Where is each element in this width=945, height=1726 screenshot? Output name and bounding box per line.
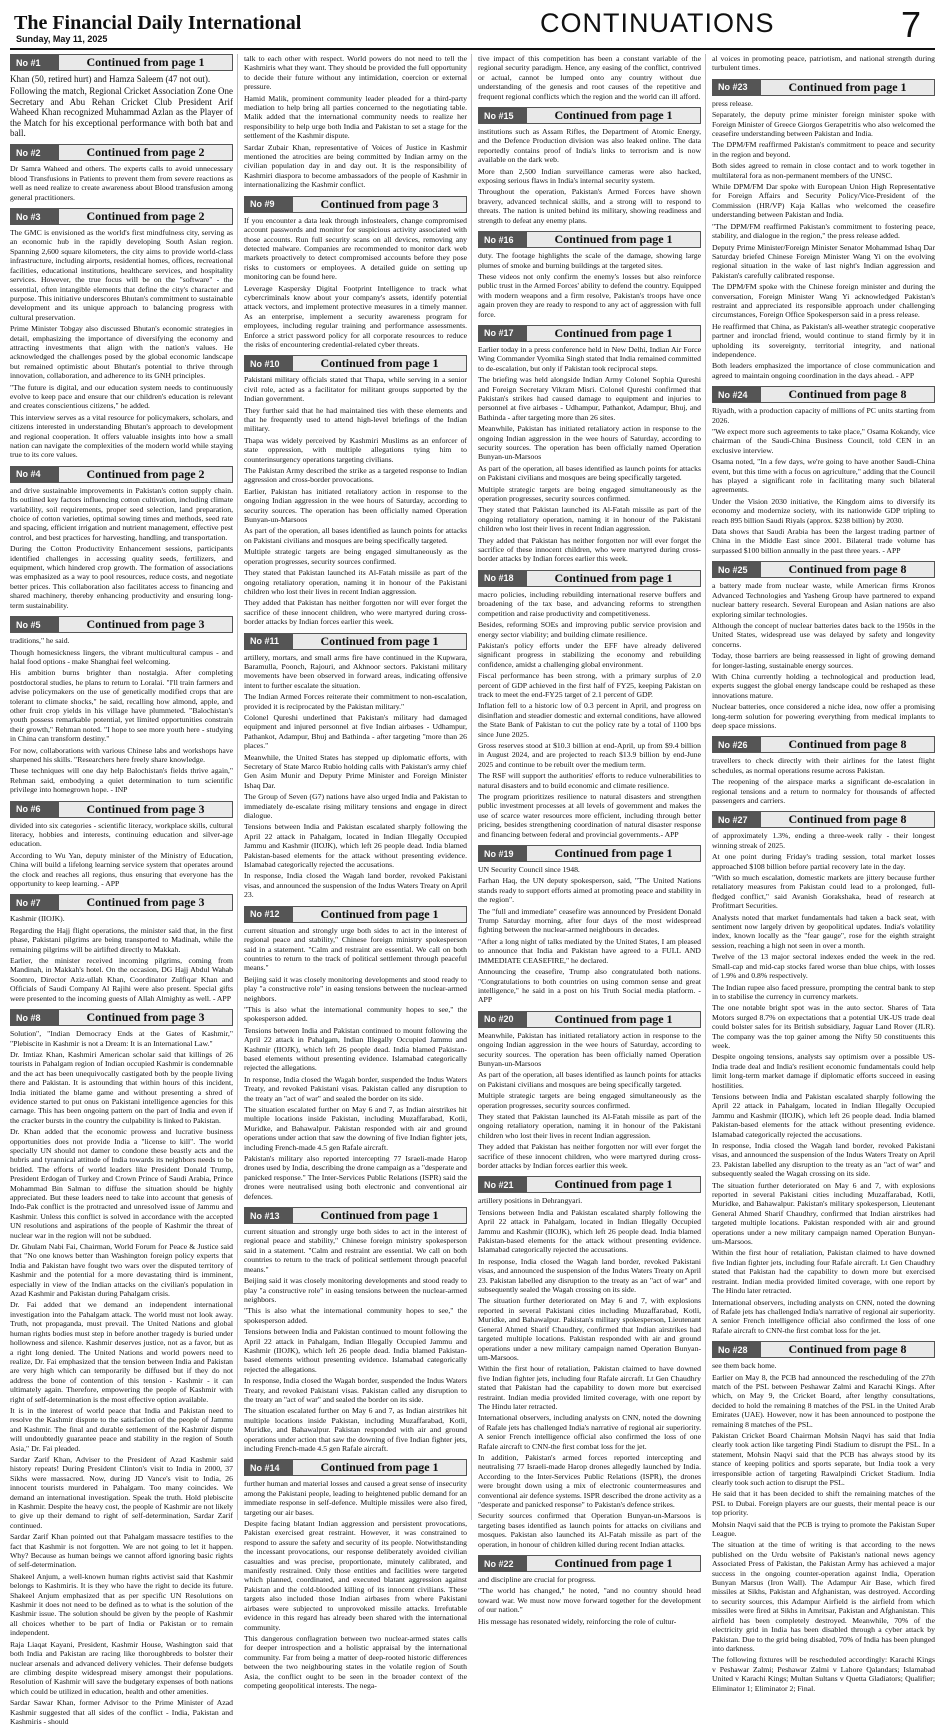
continuation-article [10,144,233,202]
continuation-article [244,633,467,900]
article-paragraph: Within the first hour of retaliation, Pakistan claimed to have downed five Indian fighter jets, including four Rafale aircraft. Lt Gen Chaudhry stated that Pakistan had the capability to down more but exercised restraint. Indian media provided limited coverage, with one report by The Hindu later retracted. [712,1248,935,1296]
article-paragraph: The situation at the time of writing is that according to the news published on the Urdu website of Pakistan's national news agency Associated Press of Pakistan, the Pakistan Army has achieved a major success in the ongoing counter-operation against India, Operation Bunyan Marsus (Iron Wall). The Adampur Air Base, which fired missiles at Sikhs, Pakistan and Afghanistan, was destroyed. According to security sources, this Adampur Airfield is the airfield from which missiles were fired at Sikhs in Amritsar, Pakistan and Afghanistan. This airfield has been completely destroyed. Meanwhile, 70% of the electricity grid in India has been disabled through a cyber attack by Pakistan. Due to the grid being disabled, 70% of India has been plunged into darkness. [712,1540,935,1653]
continuation-number: No #3 [11,209,59,224]
article-paragraph: current situation and strongly urge both sides to act in the interest of regional peace and stability," Chinese foreign ministry spokesperson said in a statement. "Calm and restraint are essential. We call on both countries to return to the track of political settlement through peaceful means." [244,1227,467,1274]
article-paragraph: a battery made from nuclear waste, while American firms Kronos Advanced Technologies and Yasheng Group have partnered to expand nuclear battery research. Several European and Asian nations are also exploring similar technologies. [712,581,935,619]
article-paragraph: Though homesickness lingers, the vibrant multicultural campus - and halal food options - make Shanghai feel welcoming. [10,647,233,666]
article-paragraph: Following the match, Regional Cricket Association Zone One Secretary and Abu Rehan Cricket Club President Arif Waheed Khan recognized Muhammad Azlan as the Player of the Match for his exceptional performance with both bat and ball. [10,86,233,139]
article-paragraph: "We expect more such agreements to take place," Osama Kokandy, vice chairman of the Saudi-China Business Council, told CEN in an exclusive interview. [712,427,935,455]
continuation-source: Continued from page 3 [320,196,439,211]
article-paragraph: Meanwhile, Pakistan has initiated retaliatory action in response to the ongoing Indian aggression in the wee hours of Saturday, according to security sources. The operation has been officially named Operation Bunyan-un-Marsoos [478,424,701,462]
article-paragraph: Dr. Ghulam Nabi Fai, Chairman, World Forum for Peace & Justice said that "No one knows better than Washington foreign policy experts that India and Pakistan have fought two wars over the disputed territory of Kashmir and the potential for a more devastating third is imminent, especially in view of the Indian attacks on the civilian's population in Azad Kashmir and Pakistan during Pahalgam crisis. [10,1242,233,1299]
continuation-header [244,1207,467,1224]
article-paragraph: More than 2,500 Indian surveillance cameras were also hacked, exposing serious flaws in India's internal security system. [478,166,701,186]
article-paragraph: Earlier today in a press conference held in New Delhi, Indian Air Force Wing Commander Vyomika Singh stated that India remained committed to de-escalation, but only if Pakistan took reciprocal steps. [478,344,701,373]
article-paragraph: Shakeel Anjum, a well-known human rights activist said that Kashmir belongs to Kashmiris. It is they who have the right to decide its future. Shakeel Anjum emphasized that as per specific UN Resolutions on Kashmir it does not need to be defined as to what is the solution of the Kashmir issue. The solution should be given by the people of Kashmir all choices whether to be part of India or Pakistan or to remain independent. [10,1571,233,1638]
column-3 [478,54,706,1626]
continuation-header [10,208,233,225]
continuation-article [10,616,233,795]
continuation-source: Continued from page 1 [554,108,673,123]
continuation-header [10,894,233,911]
continuation-header [478,325,701,342]
article-paragraph: As part of the operation, all bases identified as launch points for attacks on Pakistani civilians and mosques are being specifically targeted. [244,526,467,545]
article-paragraph: In response, India closed the Wagah land border, revoked Pakistani visas, and announced the suspension of the Indus Waters Treaty on April 23. Pakistan labelled any disruption to the treaty as an "act of war" and subsequently sealed the Wagah crossing on its side. [478,1256,701,1295]
article-paragraph: International observers, including analysts on CNN, noted the downing of Rafale jets has challenged India's narrative of regional air superiority. A senior French intelligence official also confirmed the loss of one Rafale aircraft to CNN-the first combat loss for the jet. [478,1413,701,1451]
article-paragraph: macro policies, including rebuilding international reserve buffers and broadening of the tax base, and advancing reforms to strengthen competition and raise productivity and competitiveness. [478,589,701,618]
continuation-number: No #26 [713,737,761,752]
continuation-article [712,736,935,805]
continuation-article [10,466,233,610]
continuation-article [478,54,701,101]
continuation-number: No #16 [479,232,527,247]
article-paragraph: and drive sustainable improvements in Pakistan's cotton supply chain. Its outlined key factors influencing cotton cultivation, including climate variability, soil requirements, proper seed selection, land preparation, choice of cotton varieties, optimal sowing times and methods, seed rate and spacing, efficient irrigation and nutrient management, effective pest control, and best practices for harvesting, handling, and transportation. [10,485,233,542]
article-paragraph: Beijing said it was closely monitoring developments and stood ready to play "a constructive role" in easing tensions between the nuclear-armed neighbors. [244,1276,467,1304]
section-title: CONTINUATIONS [540,8,775,38]
article-paragraph: and discipline are crucial for progress. [478,1575,596,1585]
continuation-article [478,107,701,225]
article-paragraph: Tensions between India and Pakistan escalated sharply following the April 22 attack in Pahalgam, located in Indian Illegally Occupied Jammu and Kashmir (IIOJK), which left 26 people dead. India blamed Pakistan-based elements for the attack without presenting evidence. Islamabad categorically rejected the accusations. [712,1091,935,1139]
article-paragraph: Both leaders emphasized the importance of close communication and agreed to maintain ongoing coordination in the days ahead. - APP [712,361,935,380]
article-paragraph: see them back home. [712,1361,777,1371]
continuation-article [244,906,467,1201]
continuation-source: Continued from page 1 [320,906,439,921]
continuation-header [10,616,233,633]
article-paragraph: International observers, including analysts on CNN, noted the downing of Rafale jets has challenged India's narrative of regional air superiority. A senior French intelligence official also confirmed the loss of one Rafale aircraft to CNN-the first combat loss for the jet. [712,1297,935,1335]
continuation-number: No #18 [479,571,527,586]
article-paragraph: "The world has changed," he noted, "and no country should head toward war. We must now move forward together for the development of our nation." [478,1586,701,1615]
continuation-header [478,570,701,587]
continuation-number: No #28 [713,1342,761,1357]
article-paragraph: The DPM/FM spoke with the Chinese foreign minister and during the conversation, Foreign Minister Wang Yi acknowledged Pakistan's restraint and appreciated its responsible approach under challenging circumstances, Foreign Office Spokesperson said in a press release. [712,282,935,320]
article-paragraph: Colonel Qureshi underlined that Pakistan's military had damaged equipment and injured personnel at five Indian airbases - Udhampur, Pathankot, Adampur, Bhuj and Bathinda - after targeting "more than 26 places." [244,712,467,751]
continuation-number: No #5 [11,617,59,632]
article-paragraph: They added that Pakistan has neither forgotten nor will ever forget the sacrifice of these innocent children, who were martyred during cross-border attacks by Indian forces earlier this week. [478,535,701,564]
column-2 [244,54,472,1690]
continuation-article [244,1207,467,1453]
continuation-header [478,845,701,862]
article-paragraph: The following fixtures will be rescheduled accordingly: Karachi Kings v Peshawar Zalmi; Peshawar Zalmi v Lahore Qalandars; Islamabad United v Karachi Kings; Multan Sultans v Quetta Gladiators; Qualifier; Eliminator 1; Eliminator 2; Final. [712,1655,935,1693]
article-paragraph: In response, India closed the Wagah border, suspended the Indus Waters Treaty, and revoked Pakistani visas. Pakistan called any disruption to the treaty an "act of war" and sealed the border on its side. [244,1376,467,1404]
continuation-header [10,144,233,161]
article-paragraph: Hamid Malik, prominent community leader pleaded for a third-party mediation to help bring all parties concerned to the negotiating table. Malik added that the international community needs to realize her responsibility to help urge both India and Pakistan to set a stage for the settlement of the Kashmir dispute. [244,93,467,141]
article-paragraph: The situation escalated further on May 6 and 7, as Indian airstrikes hit multiple locations inside Pakistan, including Muzaffarabad, Kotli, Muridke, and Bahawalpur. Pakistan responded with air and ground operations under action that saw the downing of five Indian fighter jets, including French-made 4.5 gen Rafale aircraft. [244,1105,467,1152]
continuation-header [244,633,467,650]
continuation-header [10,54,233,71]
article-paragraph: Data shows that Saudi Arabia has been the largest trading partner of China in the Middle East since 2001. Bilateral trade volume has surpassed $100 billion annually in the past three years. - APP [712,527,935,555]
article-paragraph: They stated that Pakistan launched its Al-Fatah missile as part of the ongoing retaliatory operation, naming it in honour of the Pakistani children who lost their lives in recent Indian aggression. [478,505,701,534]
continuation-source: Continued from page 1 [788,79,907,94]
continuation-header [10,801,233,818]
continuation-number: No #2 [11,145,59,160]
continuation-header [478,231,701,248]
continuation-article [712,79,935,380]
continuation-source: Continued from page 1 [554,846,673,861]
article-paragraph: duty. The footage highlights the scale of the damage, showing large plumes of smoke and burning buildings at the targeted sites. [478,251,701,270]
continuation-article [478,845,701,1005]
continuation-source: Continued from page 1 [554,570,673,585]
continuation-header [244,196,467,213]
continuation-number: No #24 [713,387,761,402]
article-paragraph: The one notable bright spot was in the auto sector. Shares of Tata Motors surged 8.7% on expectations that a potential UK-US trade deal could bolster sales for its British subsidiary, Jaguar Land Rover (JLR). The company was the top gainer among the Nifty 50 constituents this week. [712,1003,935,1050]
article-paragraph: The Pakistan Army described the strike as a targeted response to Indian aggression and cross-border provocations. [244,466,467,485]
article-paragraph: Tensions between India and Pakistan continued to mount following the April 22 attack in Pahalgam, Indian Illegally Occupied Jammu and Kashmir (IIOJK), which left 26 people dead. India blamed Pakistan-based elements without presenting evidence. Islamabad categorically rejected the allegations. [244,1025,467,1073]
article-paragraph: The situation escalated further on May 6 and 7, as Indian airstrikes hit multiple locations inside Pakistan, including Muzaffarabad, Kotli, Muridke, and Bahawalpur. Pakistan responded with air and ground operations under action that saw the downing of five Indian fighter jets, including French-made 4.5 gen Rafale aircraft. [244,1406,467,1453]
article-paragraph: Despite ongoing tensions, analysts say optimism over a possible US-India trade deal and India's resilient economic fundamentals could help limit long-term market damage if diplomatic efforts succeed in easing hostilities. [712,1052,935,1090]
continuation-number: No #17 [479,326,527,341]
article-paragraph: travellers to check directly with their airlines for the latest flight schedules, as normal operations resume across Pakistan. [712,756,935,775]
article-paragraph: The situation further deteriorated on May 6 and 7, with explosions reported in several Pakistani cities including Muzaffarabad, Kotli, Muridke, and Bahawalpur. Pakistan's military spokesperson, Lieutenant General Ahmed Sharif Chaudhry, confirmed that Indian airstrikes had targeted multiple locations. Pakistan responded with air and ground operations under a new military campaign named Operation Bunyan-um-Marsoos. [712,1180,935,1247]
article-paragraph: It is in the interest of world peace that India and Pakistan need to resolve the Kashmir dispute to the satisfaction of the people of Jammu and Kashmir. The final and durable settlement of the Kashmir dispute will undoubtedly guarantee peace and stability in the region of South Asia," Dr. Fai pleaded. [10,1405,233,1453]
article-paragraph: Riyadh, with a production capacity of millions of PC units starting from 2026. [712,406,935,425]
continuation-source: Continued from page 1 [320,633,439,648]
article-paragraph: Announcing the ceasefire, Trump also congratulated both nations. "Congratulations to both countries on using common sense and great intelligence," he said in a post on his Truth Social media platform. - APP [478,967,701,1005]
article-paragraph: Prime Minister Tobgay also discussed Bhutan's economic strategies in detail, emphasizing the importance of diversifying the economy and attracting investments that align with the nation's values. He acknowledged the challenges posed by the global economic landscape but remained optimistic about Bhutan's potential to thrive through innovation, collaboration, and adherence to its GNH principles. [10,324,233,381]
article-paragraph: As part of the operation, all bases identified as launch points for attacks on Pakistani civilians and mosques are being specifically targeted. [478,1070,701,1089]
continuation-article [244,54,467,190]
article-paragraph: Osama noted, "In a few days, we're going to have another Saudi-China event, but this time with a focus on agriculture," adding that the Council has played a significant role in facilitating many such bilateral agreements. [712,457,935,495]
article-paragraph: The DPM/FM reaffirmed Pakistan's commitment to peace and security in the region and beyond. [712,140,935,159]
continuation-header [712,1341,935,1358]
article-paragraph: They stated that Pakistan launched its Al-Fatah missile as part of the ongoing retaliatory operation, naming it in honour of the Pakistani children who lost their lives in recent Indian aggression. [244,568,467,596]
article-paragraph: Besides, reforming SOEs and improving public service provision and energy sector viability; and building climate resilience. [478,620,701,639]
article-paragraph: Gross reserves stood at $10.3 billion at end-April, up from $9.4 billion in August 2024, and are projected to reach $13.9 billion by end-June 2025 and continue to be rebuilt over the medium term. [478,740,701,769]
article-paragraph: While DPM/FM Dar spoke with European Union High Representative for Foreign Affairs and Security Policy/Vice-President of the Commission (HR/VP) Kaja Kallas who welcomed the ceasefire understanding between Pakistan and India. [712,182,935,220]
article-paragraph: Dr. Khan added that the economic prowess and lucrative business opportunities does not provide India a "license to kill". The world specially UN should not damer to condone these beastly acts and the hubris and tyrannical attitude of India towards its neighbors needs to be bridled. The efforts of world leaders like President Donald Trump, President Erdogan of Turkey and Crown Prince of Saudi Arabia, Prince Mohammad Bin Salman to diffuse the situation should be highly appreciated. But these leaders need to take into account that genesis of Indo-Pak conflict is the protracted and unresolved issue of Jammu and Kashmir. Unless this conflict is solved in accordance with the accepted UN resolutions and aspirations of the people of Kashmir the threat of nuclear war in the region will not be subdued. [10,1127,233,1240]
continuation-header [478,1011,701,1028]
continuation-source: Continued from page 8 [788,562,907,577]
page-number: 7 [900,4,921,45]
continuation-number: No #14 [245,1460,293,1475]
article-paragraph: institutions such as Assam Rifles, the Department of Atomic Energy, and the Defence Production division was also leaked online. The data reportedly contains proof of India's links to terrorism and is now available on the dark web. [478,127,701,165]
article-paragraph: Multiple strategic targets are being engaged simultaneously as the operation progresses, security sources confirmed. [478,484,701,504]
article-paragraph: At one point during Friday's trading session, total market losses approached $108 billion before partial recovery late in the day. [712,852,935,871]
article-paragraph: In response, India closed the Wagah border, suspended the Indus Waters Treaty, and revoked Pakistani visas. Pakistan called any disruption to the treaty an "act of war" and sealed the border on its side. [244,1074,467,1103]
article-columns [10,54,935,1726]
continuation-source: Continued from page 2 [86,466,205,481]
article-paragraph: divided into six categories - scientific literacy, workplace skills, cultural literacy, hobbies and interests, continuing education and silver-age education. [10,820,233,849]
continuation-number: No #9 [245,197,293,212]
continuation-number: No #6 [11,802,59,817]
article-paragraph: Sardar Sawar Khan, former Advisor to the Prime Minister of Azad Kashmir suggested that all sides of the conflict - India, Pakistan and Kashmiris - should [10,1698,233,1726]
continuation-number: No #25 [713,562,761,577]
article-paragraph: Fiscal performance has been strong, with a primary surplus of 2.0 percent of GDP achieved in the first half of FY25, keeping Pakistan on track to meet the end-FY25 target of 2.1 percent of GDP. [478,671,701,699]
article-paragraph: Pakistani military officials stated that Thapa, while serving in a senior civil role, acted as a facilitator for militant groups supported by the Indian government. [244,375,467,404]
article-paragraph: Pakistan's military also reported intercepting 77 Israeli-made Harop drones used by India, describing the drone campaign as a "desperate and panicked response." The Inter-Services Public Relations (ISPR) said the drones were neutralised using both electronic and conventional air defences. [244,1154,468,1201]
article-paragraph: His ambition burns brighter than nostalgia. After completing postdoctoral studies, he plans to return to Loralai. "I'll train farmers and advise policymakers on the use of genetically modified crops that are tolerant to climate shocks," he said, recalling how almond, apple, and other fruit crop yields in his village have plummeted. "Balochistan's youth possess remarkable potential, yet limited opportunities constrain their growth," Rehman noted. "I hope to see more youth here - studying in China can transform destiny." [10,668,233,744]
continuation-source: Continued from page 1 [320,1208,439,1223]
article-paragraph: In response, India closed the Wagah land border, revoked Pakistani visas, and announced the suspension of the Indus Waters Treaty on April 23. [244,871,467,900]
continuation-article [712,54,935,73]
continuation-number: No #10 [245,356,293,371]
article-paragraph: They added that Pakistan has neither forgotten nor will ever forget the sacrifice of these innocent children, who were martyred during cross-border attacks by Indian forces earlier this week. [478,1142,701,1170]
continuation-number: No #19 [479,846,527,861]
article-paragraph: "With so much escalation, domestic markets are jittery because further retaliatory measures from Pakistan could lead to a prolonged, full-fledged conflict," said Avanish Gorakshaka, head of research at Profitmart Securities. [712,873,935,911]
continuation-article [478,325,701,564]
article-paragraph: As part of the operation, all bases identified as launch points for attacks on Pakistani civilians and mosques are being specifically targeted. [478,463,701,483]
article-paragraph: Tensions between India and Pakistan continued to mount following the April 22 attack in Pahalgam, Indian Illegally Occupied Jammu and Kashmir (IIOJK), which left 26 people dead. India blamed Pakistan-based elements without presenting evidence. Islamabad categorically rejected the allegations. [244,1327,467,1374]
continuation-source: Continued from page 2 [86,145,205,160]
continuation-article [10,801,233,889]
continuation-header [712,561,935,578]
continuation-article [10,1009,233,1726]
article-paragraph: During the Cotton Productivity Enhancement sessions, participants identified challenges in accessing quality seeds, fertilizers, and equipment, which hindered crop growth. The formation of associations was emphasized as a way to pool resources, reduce costs, and negotiate better prices. This collaboration also facilitates access to financing and shared machinery, thereby enhancing productivity and ensuring long-term sustainability. [10,544,233,610]
article-paragraph: Meanwhile, the United States has stepped up diplomatic efforts, with Secretary of State Marco Rubio holding calls with Pakistan's army chief Gen Asim Munir and Deputy Prime Minister and Foreign Minister Ishaq Dar. [244,752,467,790]
article-paragraph: Earlier, the minister received incoming pilgrims, coming from Mandinah, in Makkah's hotel. On the occasion, DG Hajj Abdul Wahab Soomro, Director Aziz-ullah Khan, Coordinator Zulfiqar Khan and Officials of Saudi Company Al Rajihi were also present. Special gifts were presented to the incoming guests of Allah Almighty as well. - APP [10,956,233,1003]
article-paragraph: Dr. Fai added that we demand an independent international investigation into the Pahalgam attack. The world must not look away. Truth, not propaganda, must prevail. The United Nations and global human rights bodies must step in before another tragedy is buried under hollowness and silence. Kashmir deserves justice, not as a favor, but as a right long denied. The United Nations and world powers need to realize, Dr. Fai emphasized that the tension between India and Pakistan are very high which can temporarily be diffused but if they do not address the bone of contention of this tension - Kashmir - it can ultimately again. Therefore, empowering the people of Kashmir with right of self-determination is the most effective option available. [10,1300,233,1404]
continuation-number: No #4 [11,467,59,482]
article-paragraph: The briefing was held alongside Indian Army Colonel Sophia Qureshi and Foreign Secretary Vikram Misri. Colonel Qureshi confirmed that Pakistan's strikes had caused damage to equipment and injuries to personnel at five airbases - Udhampur, Pathankot, Adampur, Bhuj, and Bathinda - after targeting more than 26 sites. [478,375,701,422]
article-paragraph: They stated that Pakistan launched its Al-Fatah missile as part of the ongoing retaliatory operation, naming it in honour of the Pakistani children who lost their lives in recent Indian aggression. [478,1111,701,1140]
article-paragraph: They added that Pakistan has neither forgotten nor will ever forget the sacrifice of these innocent children, who were martyred during cross-border attacks by Indian forces earlier this week. [244,598,467,627]
article-paragraph: further human and material losses and caused a great sense of insecurity among the Pakistani people, leading to heightened public demand for an immediate response in self-defence. Multiple missiles were also fired, targeting our air bases. [244,1479,467,1517]
continuation-article [712,1341,935,1693]
continuation-header [712,811,935,828]
article-paragraph: He said that it has been decided to shift the remaining matches of the PSL to Dubai. Foreign players are our guests, their mental peace is our top priority. [712,1489,935,1518]
continuation-header [478,1555,701,1572]
article-paragraph: The RSF will support the authorities' efforts to reduce vulnerabilities to natural disasters and to build economic and climate resilience. [478,771,701,790]
article-paragraph: If you encounter a data leak through infostealers, change compromised account passwords and monitor for suspicious activity associated with those accounts. Run full security scans on all devices, removing any detected malware. Companies are recommended to monitor dark web markets proactively to detect compromised accounts before they pose risks to customers or employees. A detailed guide on setting up monitoring can be found here. [244,215,467,282]
continuation-article [244,355,467,626]
continuation-article [478,1176,701,1549]
article-paragraph: UN Security Council since 1948. [478,865,580,875]
article-paragraph: Thapa was widely perceived by Kashmiri Muslims as an enforcer of state oppression, with multiple allegations tying him to counterinsurgency operations targeting civilians. [244,435,467,464]
continuation-source: Continued from page 1 [554,1556,673,1571]
continuation-article [244,1459,467,1690]
continuation-source: Continued from page 1 [86,55,205,69]
article-paragraph: "After a long night of talks mediated by the United States, I am pleased to announce that India and Pakistan have agreed to a FULL AND IMMEDIATE CEASEFIRE," he declared. [478,936,701,965]
continuation-header [10,1009,233,1026]
continuation-header [478,1176,701,1193]
continuation-number: No #15 [479,108,527,123]
continuation-article [712,811,935,1335]
article-paragraph: In response, India closed the Wagah land border, revoked Pakistani visas, and announced the suspension of the Indus Waters Treaty on April 23. Pakistan labelled any disruption to the treaty as an "act of war" and subsequently sealed the Wagah crossing on its side. [712,1141,935,1179]
continuation-number: No #27 [713,812,761,827]
article-paragraph: Under the Vision 2030 initiative, the Kingdom aims to diversify its economy and modernize society, with its nationwide GDP tripling to reach 895 billion Saudi Riyals (approx. $238 billion) by 2030. [712,496,935,525]
continuation-header [712,79,935,96]
article-paragraph: Dr Samra Waheed and others. The experts calls to avoid unnecessary blood Transfusions in Patients to prevent them from severe reactions as well as need realize to create awareness about Blood transfusion among general practitioners. [10,164,233,202]
article-paragraph: Raja Liaqat Kayani, President, Kashmir House, Washington said that both India and Pakistan are racing like thoroughbreds to bolster their nuclear arsenals and advanced delivery vehicles. Their defense budgets are climbing despite widespread misery amongst their populations. Resolution of Kashmir will save the budgetary expenses of both nations which could be utilized in education, health and other amenities. [10,1639,233,1696]
article-paragraph: Multiple strategic targets are being engaged simultaneously as the operation progresses, security sources confirmed. [478,1091,701,1110]
article-paragraph: Tensions between India and Pakistan escalated sharply following the April 22 attack in Pahalgam, located in Indian Illegally Occupied Jammu and Kashmir (IIOJK), which left 26 people dead. India blamed Pakistan-based elements for the attack without presenting evidence. Islamabad categorically rejected the accusations. [244,822,467,870]
continuation-source: Continued from page 1 [554,1177,673,1192]
article-paragraph: Today, those barriers are being reassessed in light of growing demand for longer-lasting, sustainable energy sources. [712,651,935,670]
continuation-number: No #11 [245,634,293,649]
article-paragraph: Mohsin Naqvi said that the PCB is trying to promote the Pakistan Super League. [712,1519,935,1539]
continuation-number: No #23 [713,80,761,95]
continuation-source: Continued from page 1 [554,325,673,340]
publication-date: Sunday, May 11, 2025 [16,34,108,44]
continuation-number: No #13 [245,1208,293,1223]
article-paragraph: The "full and immediate" ceasefire was announced by President Donald Trump Saturday morning, after four days of the most widespread fighting between the nuclear-armed neighbours in decades. [478,906,701,935]
article-paragraph: The Indian Armed Forces reiterate their commitment to non-escalation, provided it is reciprocated by the Pakistan military." [244,692,467,711]
article-paragraph: Both sides agreed to remain in close contact and to work together in multilateral fora as non-permanent members of the UNSC. [712,161,935,180]
article-paragraph: Multiple strategic targets are being engaged simultaneously as the operation progresses, security sources confirmed. [244,547,467,566]
article-paragraph: Earlier, Pakistan has initiated retaliatory action in response to the ongoing Indian aggression in the wee hours of Saturday, according to security sources. The operation has been officially named Operation Bunyan-un-Marsoos [244,486,467,525]
continuation-header [10,466,233,483]
article-paragraph: These techniques will one day help Balochistan's fields thrive again," Rehman said, embodying a quiet determination to turn scientific privilege into homegrown hope. - INP [10,766,233,795]
article-paragraph: artillery, mortars, and small arms fire have continued in the Kupwara, Baramulla, Poonch, Rajouri, and Akhnoor sectors. Pakistani military movements have been observed in forward areas, indicating offensive intent to further escalate the situation. [244,652,467,690]
article-paragraph: Regarding the Hajj flight operations, the minister said that, in the first phase, Pakistani pilgrims are being transported to Madinah, while the remaining pilgrims will be airlifted directly to Makkah. [10,925,233,954]
article-paragraph: Although the concept of nuclear batteries dates back to the 1950s in the United States, widespread use was delayed by safety and longevity concerns. [712,620,935,649]
continuation-source: Continued from page 3 [86,617,205,632]
article-paragraph: current situation and strongly urge both sides to act in the interest of regional peace and stability," Chinese foreign ministry spokesperson said in a statement. "Calm and restraint are essential. We call on both countries to return to the track of political settlement through peaceful means." [244,925,467,973]
article-paragraph: He reaffirmed that China, as Pakistan's all-weather strategic cooperative partner and ironclad friend, would continue to stand firmly by it in upholding its sovereignty, territorial integrity, and national independence. [712,321,935,359]
continuation-article [478,1011,701,1171]
article-paragraph: The program prioritizes resilience to natural disasters and strengthen public investment processes at all levels of government and makes the use of scarce water resources more efficient, including through better pricing, besides strengthening coordination of natural disaster response and financing between federal and provincial governments.- APP [478,792,701,839]
continuation-header [244,906,467,923]
continuation-source: Continued from page 8 [788,1342,907,1357]
continuation-source: Continued from page 8 [788,387,907,402]
article-paragraph: press release. [712,98,753,108]
article-paragraph: Solution", "Indian Democracy Ends at the Gates of Kashmir," "Plebiscite in Kashmir is not a Dream: It is an International Law." [10,1029,233,1048]
article-paragraph: "This is also what the international community hopes to see," the spokesperson added. [244,1306,467,1325]
article-paragraph: tive impact of this competition has been a constant variable of the regional security paradigm. Hence, any easing of the conflict, contrived or actual, cannot be lumped onto any country without due understanding of the genesis and root causes of the repetitive and frequent regional conflicts which the region and the world can ill afford. [478,54,701,101]
article-paragraph: Security sources confirmed that Operation Bunyan-un-Marsoos is targeting bases identified as launch points for attacks on civilians and mosques. Pakistan also launched its Al-Fatah missile as part of the operation, in honour of children killed during recent Indian attacks. [478,1511,701,1549]
article-paragraph: "The future is digital, and our education system needs to continuously evolve to keep pace and ensure that our children's education is relevant and creates conscientious citizens," he added. [10,382,233,411]
article-paragraph: Analysts noted that market fundamentals had taken a back seat, with sentiment now largely driven by geopolitical updates. India's volatility index, known locally as the "fear gauge", rose for the eighth straight session, reaching a high not seen in over a month. [712,912,935,950]
continuation-article [10,894,233,1003]
article-paragraph: Pakistan's policy efforts under the EFF have already delivered significant progress in stabilizing the economy and rebuilding confidence, amidst a challenging global environment. [478,640,701,669]
continuation-article [244,196,467,350]
continuation-header [478,107,701,124]
article-paragraph: For now, collaborations with various Chinese labs and workshops have sharpened his skills. "Researchers here freely share knowledge. [10,745,233,764]
article-paragraph: "This is also what the international community hopes to see," the spokesperson added. [244,1004,467,1024]
article-paragraph: traditions," he said. [10,636,70,646]
article-paragraph: According to Wu Yan, deputy minister of the Ministry of Education, China will build a lifelong learning service system that operates around the clock and reaches all regions, thus ensuring that everyone has the opportunity to keep learning. - APP [10,850,233,889]
continuation-source: Continued from page 1 [554,232,673,247]
continuation-article [478,231,701,319]
article-paragraph: talk to each other with respect. World powers do not need to tell the Kashmiris what they want. They should be provided the full opportunity to decide their future without any intimidation, coercion or external pressure. [244,54,467,92]
continuation-article [10,208,233,460]
article-paragraph: artillery positions in Dehrangyari. [478,1196,583,1206]
continuation-source: Continued from page 1 [320,1460,439,1475]
article-paragraph: The GMC is envisioned as the world's first mindfulness city, serving as an economic hub in the rapidly developing South Asian region. Spanning 2,600 square kilometers, the city aims to provide world-class infrastructure, including airports, residential homes, offices, recreational facilities, educational institutions, healthcare services, and hospitality services. However, the true focus will be on the "software" - the essential, often intangible elements that define the city's character and purpose. This initiative underscores Bhutan's commitment to sustainable development and its unique approach to balancing progress with cultural preservation. [10,228,233,322]
continuation-article [478,1555,701,1626]
continuation-source: Continued from page 8 [788,812,907,827]
continuation-source: Continued from page 3 [86,801,205,816]
article-paragraph: Deputy Prime Minister/Foreign Minister Senator Mohammad Ishaq Dar Saturday briefed Chinese Foreign Minister Wang Yi on the evolving regional situation in the wake of last night's Indian aggression and Pakistan's carefully calibrated response. [712,242,935,280]
continuation-source: Continued from page 1 [554,1011,673,1026]
article-paragraph: They further said that he had maintained ties with these elements and that he frequently used to attend high-level briefings of the Indian military. [244,405,467,434]
article-paragraph: With China currently holding a technological and production lead, experts suggest the global energy landscape could be reshaped as these innovations mature. [712,671,935,700]
continuation-source: Continued from page 1 [320,356,439,371]
article-paragraph: The reopening of the airspace marks a significant de-escalation in regional tensions and a return to normalcy for thousands of affected passengers and carriers. [712,777,935,805]
article-paragraph: Sardar Zarif Khan, Adviser to the President of Azad Kashmir said history repeats! During President Clinton's visit to India in 2000, 37 Sikhs were massacred. Now, during JD Vance's visit to India, 26 innocent tourists murdered in Pahalgam. Too many coincides. We demand an international investigation. Speak the truth. Hold plebiscite in Kashmir. Despite the heavy cost, the people of Kashmir are not likely to give up their demand to right of self-determination, Sardar Zarif continued. [10,1454,233,1530]
article-paragraph: Kashmir (IIOJK). [10,914,65,924]
continuation-number: No #8 [11,1010,59,1025]
article-paragraph: His message has resonated widely, reinforcing the role of cultur- [478,1616,677,1626]
article-paragraph: al voices in promoting peace, patriotism, and national strength during turbulent times. [712,54,935,73]
article-paragraph: These videos not only confirm the enemy's losses but also reinforce public trust in the Armed Forces' ability to defend the country. Equipped with modern weapons and a firm resolve, Pakistan's troops have once again proven they are ready to respond to any act of aggression with full force. [478,271,701,319]
article-paragraph: Earlier on May 8, the PCB had announced the rescheduling of the 27th match of the PSL between Peshawar Zalmi and Karachi Kings. After which, on May 9, the Cricket Board, after lengthy consultations, decided to hold the remaining 8 matches of the PSL in the United Arab Emirates (UAE). However, now it has been announced to postpone the remaining 8 matches of the PSL. [712,1372,935,1429]
continuation-source: Continued from page 3 [86,1010,205,1025]
continuation-source: Continued from page 8 [788,737,907,752]
article-paragraph: Despite facing blatant Indian aggression and persistent provocations, Pakistan exercised great restraint. However, it was constrained to respond to assure the safety and security of its people. Notwithstanding the incessant provocations, our response deliberately avoided civilian casualties and was precise, proportionate, minutely calibrated, and manifestly restrained. Only those entities and facilities were targeted which planned, coordinated, and executed blatant aggression against Pakistan and the cold-blooded killing of its innocent civilians. These targets also included those Indian airbases from where Pakistani airbases were subjected to unprovoked missile attacks. Irrefutable evidence in this regard has already been shared with the international community. [244,1519,467,1632]
article-paragraph: Khan (50, retired hurt) and Hamza Saleem (47 not out). [10,74,211,84]
continuation-header [244,355,467,372]
publication-name: The Financial Daily International [14,12,302,34]
article-paragraph: Separately, the deputy prime minister foreign minister spoke with Foreign Minister of Greece Giorgos Gerapetritis who also welcomed the ceasefire understanding between Pakistan and India. [712,110,935,139]
article-paragraph: of approximately 1.3%, ending a three-week rally - their longest winning streak of 2025. [712,831,935,850]
article-paragraph: Nuclear batteries, once considered a niche idea, now offer a promising long-term solution for powering everything from medical implants to deep space missions. [712,702,935,730]
article-paragraph: Within the first hour of retaliation, Pakistan claimed to have downed five Indian fighter jets, including four Rafale aircraft. Lt Gen Chaudhry stated that Pakistan had the capability to down more but exercised restraint. Indian media provided limited coverage, with one report by The Hindu later retracted. [478,1364,701,1411]
article-paragraph: Inflation fell to a historic low of 0.3 percent in April, and progress on disinflation and steadier domestic and external conditions, have allowed the State Bank of Pakistan to cut the policy rate by a total of 1100 bps since June 2025. [478,701,701,739]
article-paragraph: Farhan Haq, the UN deputy spokesperson, said, "The United Nations stands ready to support efforts aimed at promoting peace and stability in the region". [478,876,701,905]
article-paragraph: Twelve of the 13 major sectoral indexes ended the week in the red. Small-cap and mid-cap stocks fared worse than blue chips, with losses of 1.9% and 0.8% respectively. [712,952,935,981]
continuation-header [712,736,935,753]
continuation-number: No #12 [245,907,293,922]
article-paragraph: This interview serves as a vital resource for policymakers, scholars, and citizens interested in understanding Bhutan's approach to development and regional cooperation. It offers valuable insights into how a small nation can navigate the complexities of the modern world while staying true to its core values. [10,412,233,460]
article-paragraph: In addition, Pakistan's armed forces reported intercepting and neutralising 77 Israeli-made Harop drones allegedly launched by India. According to the Inter-Services Public Relations (ISPR), the drones were brought down using a mix of electronic countermeasures and conventional air defence systems. ISPR described the drone activity as a "desperate and panicked response" to Pakistan's defence strikes. [478,1452,701,1509]
continuation-article [478,570,701,839]
continuation-article [712,561,935,730]
article-paragraph: Throughout the operation, Pakistan's Armed Forces have shown bravery, advanced technical skills, and a strong will to respond to threats. The nation is united behind its military, showing readiness and strength to defeat any enemy plans. [478,187,701,225]
article-paragraph: Dr. Imtiaz Khan, Kashmiri American scholar said that killings of 26 tourists in Pahalgam region of Indian occupied Kashmir is condemnable and the act has been unequivocally castigated both by the people living there and Pakistan. It is astounding that within hours of this incident, India initiated the blame game and without presenting a shred of evidence started to put onus on Pakistani intelligence agencies for this carnage. This has been ongoing pattern on the part of India and even if the cracker bursts in the country the culpability is linked to Pakistan. [10,1049,233,1125]
masthead [10,6,935,50]
article-paragraph: Sardar Zarif Khan pointed out that Pahalgam massacre testifies to the fact that Kashmir is not forgotten. We are not going to let it happen. Why? Because as human beings we cannot afford ignoring basic rights of self-determination. [10,1532,233,1570]
article-paragraph: The Group of Seven (G7) nations have also urged India and Pakistan to immediately de-escalate rising military tensions and engage in direct dialogue. [244,792,467,821]
article-paragraph: This dangerous conflagration between two nuclear-armed states calls for deeper introspection and a holistic appraisal by the international community. Far from being a matter of deep-rooted historic differences between the two neighbouring states in the volatile region of South Asia, the conflict ought to be seen in the broader context of the competing geopolitical interests. The nega- [244,1633,467,1690]
article-paragraph: Beijing said it was closely monitoring developments and stood ready to play "a constructive role" in easing tensions between the nuclear-armed neighbors. [244,974,467,1003]
column-4 [712,54,935,1693]
continuation-article [10,54,233,138]
continuation-number: No #21 [479,1177,527,1192]
article-paragraph: Pakistan Cricket Board Chairman Mohsin Naqvi has said that India clearly took action like targeting Pindi Stadium to disrupt the PSL. In a statement, Mohsin Naqvi said that the PCB has always stood by its stance of keeping politics and sports separate, but India took a very irresponsible action of targeting Rawalpindi Cricket Stadium. India clearly took such action to disrupt the PSL. [712,1430,935,1487]
continuation-source: Continued from page 2 [86,209,205,224]
continuation-number: No #7 [11,895,59,910]
column-1 [10,54,238,1726]
article-paragraph: Sardar Zubair Khan, representative of Voices of Justice in Kashmir mentioned the atrocities are being committed by Indian army on the civilian population day in and day out. It is the responsibility of Kashmiri diaspora to become ambassadors of the people of Kashmir in internationalizing the Kashmir conflict. [244,142,467,190]
continuation-number: No #1 [11,55,59,70]
article-paragraph: "The DPM/FM reaffirmed Pakistan's commitment to fostering peace, stability, and dialogue in the region," the press release added. [712,221,935,241]
article-paragraph: The Indian rupee also faced pressure, prompting the central bank to step in to stabilise the currency in currency markets. [712,982,935,1001]
article-paragraph: Tensions between India and Pakistan escalated sharply following the April 22 attack in Pahalgam, located in Indian Illegally Occupied Jammu and Kashmir (IIOJK), which left 26 people dead. India blamed Pakistan-based elements for the attack without presenting evidence. Islamabad categorically rejected the accusations. [478,1207,701,1255]
article-paragraph: The situation further deteriorated on May 6 and 7, with explosions reported in several Pakistani cities including Muzaffarabad, Kotli, Muridke, and Bahawalpur. Pakistan's military spokesperson, Lieutenant General Ahmed Sharif Chaudhry, confirmed that Indian airstrikes had targeted multiple locations. Pakistan responded with air and ground operations under a new military campaign named Operation Bunyan-um-Marsoos. [478,1296,701,1362]
article-paragraph: Meanwhile, Pakistan has initiated retaliatory action in response to the ongoing Indian aggression in the wee hours of Saturday, according to security sources. The operation has been officially named Operation Bunyan-un-Marsoos [478,1030,701,1068]
continuation-number: No #20 [479,1012,527,1027]
continuation-number: No #22 [479,1556,527,1571]
continuation-source: Continued from page 3 [86,895,205,910]
continuation-header [712,386,935,403]
continuation-header [244,1459,467,1476]
continuation-article [712,386,935,555]
article-paragraph: Leverage Kaspersky Digital Footprint Intelligence to track what cybercriminals know about your company's assets, identify potential attack vectors, and implement protective measures in a timely manner. As an enterprise, implement a security awareness program for employees, including regular training and performance assessments. Enforce a strict password policy for all corporate resources to reduce the risks of encountering credential-related cyber threats. [244,283,467,349]
